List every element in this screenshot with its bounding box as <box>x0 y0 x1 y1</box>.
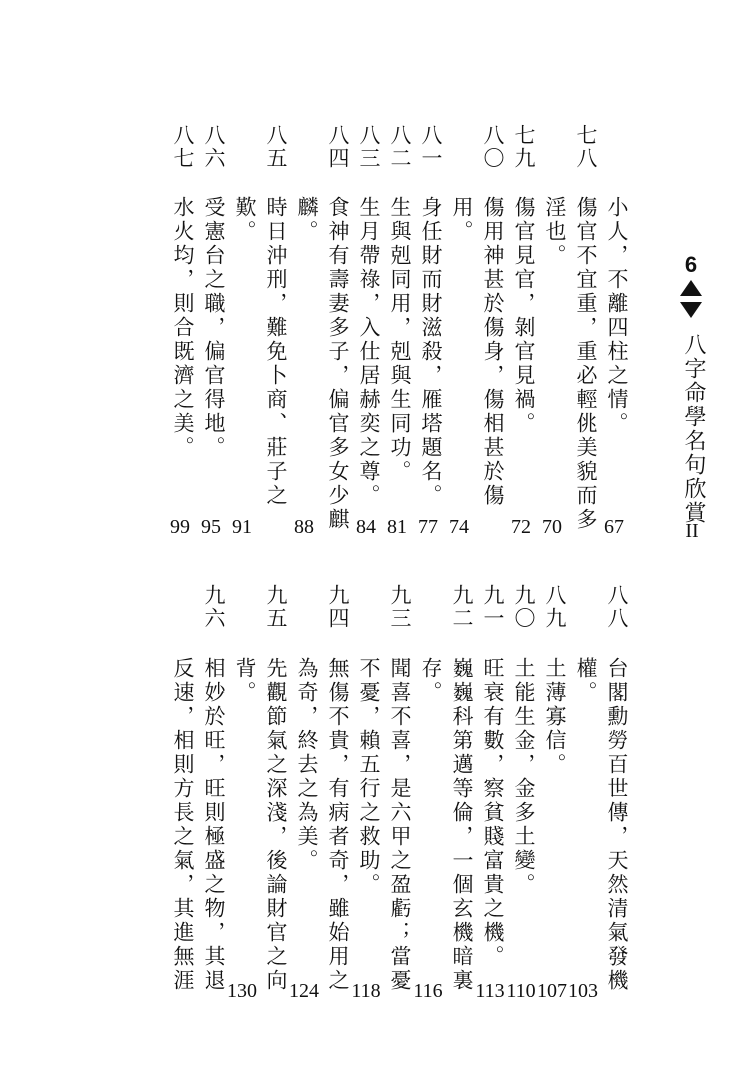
entry-text: 土薄寡信。 <box>543 657 567 777</box>
triangle-down-icon <box>680 302 702 318</box>
entry-text: 背。 <box>233 657 257 705</box>
entry-page-number: 77 <box>418 516 438 538</box>
entry-text: 反速，相則方長之氣，其進無涯 <box>171 657 195 993</box>
entry-page-number: 103 <box>568 980 598 1002</box>
entry-text: 傷官見官，剝官見禍。 <box>512 196 536 436</box>
entry-text: 時日沖刑，難免卜商、莊子之 <box>264 196 288 508</box>
entry-text: 旺衰有數，察貧賤富貴之機。 <box>481 657 505 969</box>
entry-page-number: 81 <box>387 516 407 538</box>
entry-page-number: 110 <box>506 980 536 1002</box>
entry-page-number: 116 <box>413 980 443 1002</box>
entry-page-number: 99 <box>170 516 190 538</box>
entry-number: 九四 <box>326 584 350 630</box>
entry-text: 生與剋同用，剋與生同功。 <box>388 196 412 484</box>
entry-text: 淫也。 <box>543 196 567 268</box>
entry-page-number: 130 <box>227 980 257 1002</box>
entry-number: 八四 <box>326 124 350 170</box>
book-title: 八字命學名句欣賞 <box>681 333 706 525</box>
entry-text: 歎。 <box>233 196 257 244</box>
entry-number: 九五 <box>264 584 288 630</box>
entry-number: 八九 <box>543 584 567 630</box>
entry-number: 九〇 <box>512 584 536 630</box>
entry-text: 小人，不離四柱之情。 <box>605 196 629 436</box>
entry-text: 相妙於旺，旺則極盛之物，其退 <box>202 657 226 993</box>
entry-number: 九六 <box>202 584 226 630</box>
entry-page-number: 70 <box>542 516 562 538</box>
entry-page-number: 91 <box>232 516 252 538</box>
entry-text: 身任財而財滋殺，雁塔題名。 <box>419 196 443 508</box>
entry-text: 聞喜不喜，是六甲之盈虧；當憂 <box>388 657 412 993</box>
entry-page-number: 74 <box>449 516 469 538</box>
entry-number: 九二 <box>450 584 474 630</box>
entry-text: 食神有壽妻多子，偏官多女少麒 <box>326 196 350 532</box>
entry-number: 九一 <box>481 584 505 630</box>
entry-number: 八七 <box>171 124 195 170</box>
entry-text: 生月帶祿，入仕居赫奕之尊。 <box>357 196 381 508</box>
entry-text: 麟。 <box>295 196 319 244</box>
entry-number: 八二 <box>388 124 412 170</box>
entry-text: 水火均，則合既濟之美。 <box>171 196 195 460</box>
entry-text: 存。 <box>419 657 443 705</box>
entry-text: 不憂，賴五行之救助。 <box>357 657 381 897</box>
entry-page-number: 95 <box>201 516 221 538</box>
entry-number: 八八 <box>605 584 629 630</box>
entry-number: 八三 <box>357 124 381 170</box>
entry-text: 受憲台之職，偏官得地。 <box>202 196 226 460</box>
entry-number: 九三 <box>388 584 412 630</box>
triangle-up-icon <box>680 280 702 296</box>
entry-page-number: 113 <box>475 980 505 1002</box>
entry-text: 傷用神甚於傷身，傷相甚於傷 <box>481 196 505 508</box>
entry-text: 用。 <box>450 196 474 244</box>
entry-page-number: 67 <box>604 516 624 538</box>
entry-number: 八一 <box>419 124 443 170</box>
entry-number: 八六 <box>202 124 226 170</box>
entry-page-number: 107 <box>537 980 567 1002</box>
entry-text: 先觀節氣之深淺，後論財官之向 <box>264 657 288 993</box>
entry-page-number: 124 <box>289 980 319 1002</box>
entry-page-number: 118 <box>351 980 381 1002</box>
entry-text: 巍巍科第邁等倫，一個玄機暗裏 <box>450 657 474 993</box>
entry-page-number: 72 <box>511 516 531 538</box>
entry-text: 土能生金，金多土變。 <box>512 657 536 897</box>
entry-text: 無傷不貴，有病者奇，雖始用之 <box>326 657 350 993</box>
entry-page-number: 84 <box>356 516 376 538</box>
entry-text: 傷官不宜重，重必輕佻美貌而多 <box>574 196 598 532</box>
page-number: 6 <box>684 252 698 277</box>
entry-number: 八〇 <box>481 124 505 170</box>
entry-text: 台閣勳勞百世傳，天然清氣發機 <box>605 657 629 993</box>
entry-number: 七九 <box>512 124 536 170</box>
entry-text: 為奇，終去之為美。 <box>295 657 319 873</box>
entry-number: 八五 <box>264 124 288 170</box>
entry-number: 七八 <box>574 124 598 170</box>
entry-page-number: 88 <box>294 516 314 538</box>
entry-text: 權。 <box>574 657 598 705</box>
book-volume: II <box>685 520 699 542</box>
